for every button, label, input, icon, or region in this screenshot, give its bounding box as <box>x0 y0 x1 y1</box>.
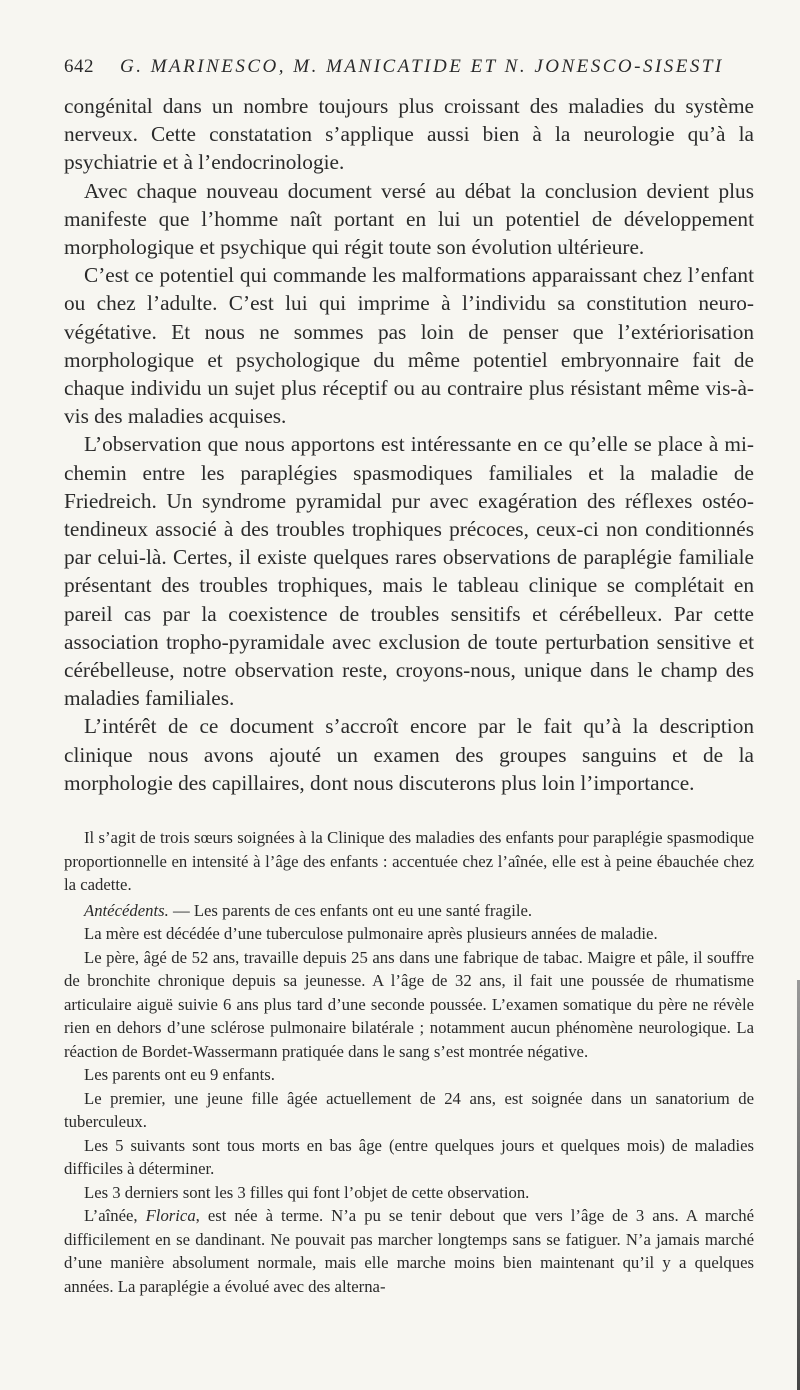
notes-three-daughters: Les 3 derniers sont les 3 filles qui font l’objet de cette observation. <box>84 1182 530 1202</box>
body-paragraph: C’est ce potentiel qui commande les malformations apparaissant chez l’enfant ou chez l’adulte. C’est lui qui imprime à l’individu sa constitution neuro-végétative. Et nous ne sommes pas loin de penser que l’extériorisation morphologique et psychologique du même potentiel embryonnaire fait de chaque individu un sujet plus réceptif ou au contraire plus résistant même vis-à-vis des maladies acquises. <box>64 263 754 429</box>
page-header <box>64 56 754 78</box>
notes-first-child: Le premier, une jeune fille âgée actuellement de 24 ans, est soignée dans un sanatorium de tuberculeux. <box>64 1088 754 1131</box>
notes-children: Les parents ont eu 9 enfants. <box>84 1065 275 1084</box>
body-paragraph: Avec chaque nouveau document versé au débat la conclusion devient plus manifeste que l’homme naît portant en lui un potentiel de développement morphologique et psychique qui régit toute son évolution ultérieure. <box>64 178 754 260</box>
running-head: G. MARINESCO, M. MANICATIDE ET N. JONESCO-SISESTI <box>120 56 724 77</box>
main-text <box>64 92 754 797</box>
eldest-prefix: L’aînée, <box>84 1206 146 1225</box>
notes-mother: La mère est décédée d’une tuberculose pulmonaire après plusieurs années de maladie. <box>84 924 658 943</box>
page-number: 642 <box>64 56 94 77</box>
body-paragraph: congénital dans un nombre toujours plus croissant des maladies du système nerveux. Cette constatation s’applique aussi bien à la neurologie qu’à la psychiatrie et à l’endocrinologie. <box>64 94 754 175</box>
notes-eldest <box>64 1204 754 1298</box>
notes-father: Le père, âgé de 52 ans, travaille depuis 25 ans dans une fabrique de tabac. Maigre et pâle, il souffre de bronchite chronique depuis sa jeunesse. A l’âge de 32 ans, il fait une poussée de rhumatisme articulaire aiguë suivie 6 ans plus tard d’une seconde poussée. L’examen somatique du père ne révèle rien en dehors d’une sclérose pulmonaire bilatérale ; notamment aucun phénomène neurologique. La réaction de Bordet-Wassermann pratiquée dans le sang s’est montrée négative. <box>64 947 754 1061</box>
eldest-name: Florica <box>145 1206 196 1225</box>
body-paragraph: L’intérêt de ce document s’accroît encore par le fait qu’à la description clinique nous avons ajouté un examen des groupes sanguins et de la morphologie des capillaires, dont nous discuterons plus loin l’importance. <box>64 714 754 795</box>
antecedents-text: — Les parents de ces enfants ont eu une santé fragile. <box>168 900 533 920</box>
antecedents-label: Antécédents. <box>84 900 169 920</box>
body-paragraph: L’observation que nous apportons est intéressante en ce qu’elle se place à mi-chemin entre les paraplégies spasmodiques familiales et la maladie de Friedreich. Un syndrome pyramidal pur avec exagération des réflexes ostéo-tendineux associé à des troubles trophiques précoces, ceux-ci non conditionnés par celui-là. Certes, il existe quelques rares observations de paraplégie familiale présentant des troubles trophiques, mais le tableau clinique se complétait en pareil cas par la coexistence de troubles sensitifs et cérébelleux. Par cette association tropho-pyramidale avec exclusion de toute perturbation sensitive et cérébelleuse, notre observation reste, croyons-nous, unique dans le champ des maladies familiales. <box>64 432 754 711</box>
case-notes <box>64 826 754 1298</box>
eldest-text: , est née à terme. N’a pu se tenir debout que vers l’âge de 3 ans. A marché difficilement en se dandinant. Ne pouvait pas marcher longtemps sans se fatiguer. N’a jamais marché d’une manière absolument normale, mais elle marche moins bien maintenant qu’il y a quelques années. La paraplégie a évolué avec des alterna- <box>64 1206 754 1296</box>
notes-five-children: Les 5 suivants sont tous morts en bas âge (entre quelques jours et quelques mois) de maladies difficiles à déterminer. <box>64 1135 754 1178</box>
notes-intro: Il s’agit de trois sœurs soignées à la Clinique des maladies des enfants pour paraplégie spasmodique proportionnelle en intensité à l’âge des enfants : accentuée chez l’aînée, elle est à peine ébauchée chez la cadette. <box>64 828 754 894</box>
notes-antecedents <box>64 899 754 923</box>
